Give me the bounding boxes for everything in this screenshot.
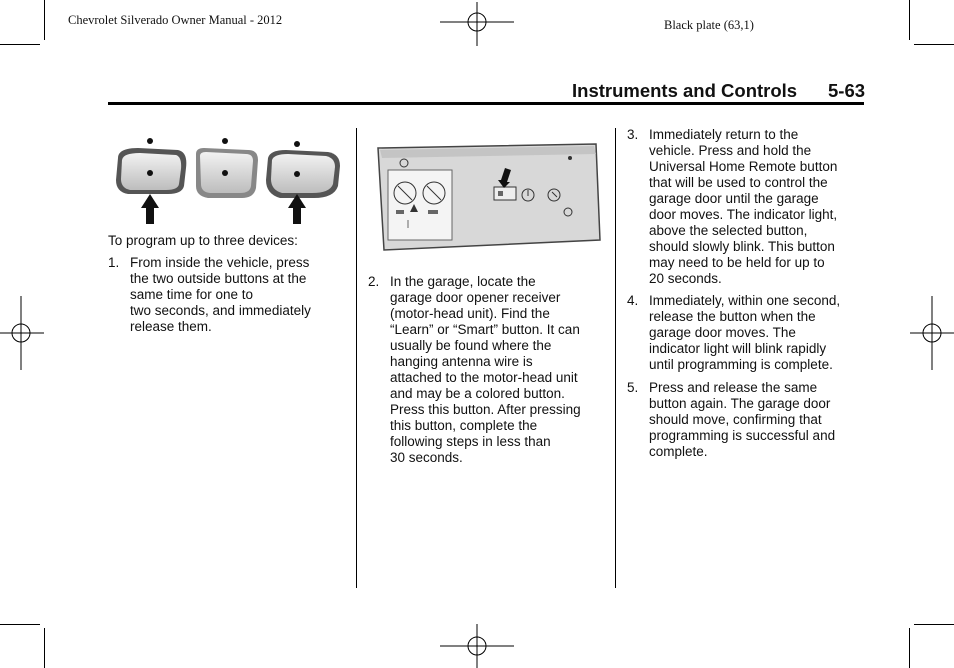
header-rule — [108, 102, 864, 105]
step-line: usually be found where the — [390, 338, 552, 353]
step-line: Immediately return to the — [649, 127, 799, 142]
step-line: 20 seconds. — [649, 271, 722, 286]
step-line: 30 seconds. — [390, 450, 463, 465]
step-line: release them. — [130, 319, 212, 334]
left-button — [116, 148, 186, 194]
step-line: (motor-head unit). Find the — [390, 306, 550, 321]
step-line: button again. The garage door — [649, 396, 831, 411]
remote-buttons-illustration — [108, 128, 344, 228]
registration-mark-right — [910, 296, 954, 370]
step-line: In the garage, locate the — [390, 274, 536, 289]
step-number: 5. — [627, 380, 639, 395]
step-line: two seconds, and immediately — [130, 303, 311, 318]
registration-mark-top — [440, 2, 514, 46]
step-line: Press this button. After pressing — [390, 402, 581, 417]
step-line: Universal Home Remote button — [649, 159, 838, 174]
step-line: garage door opener receiver — [390, 290, 561, 305]
step-line: the two outside buttons at the — [130, 271, 307, 286]
step-line: should slowly blink. This button — [649, 239, 835, 254]
step-line: above the selected button, — [649, 223, 808, 238]
step-line: vehicle. Press and hold the — [649, 143, 812, 158]
step-line: garage door moves. The — [649, 325, 796, 340]
page-number: 5-63 — [828, 80, 866, 101]
registration-mark-bottom — [440, 624, 514, 668]
step-line: “Learn” or “Smart” button. It can — [390, 322, 580, 337]
step-number: 4. — [627, 293, 639, 308]
step-line: and may be a colored button. — [390, 386, 565, 401]
step-line: hanging antenna wire is — [390, 354, 533, 369]
step-line: garage door until the garage — [649, 191, 819, 206]
intro-text: To program up to three devices: — [108, 233, 298, 248]
step-number: 2. — [368, 274, 380, 289]
arrow-icon — [141, 194, 159, 224]
step-line: Immediately, within one second, — [649, 293, 841, 308]
manual-title: Chevrolet Silverado Owner Manual - 2012 — [68, 13, 283, 27]
step-line: same time for one to — [130, 287, 254, 302]
step-line: Press and release the same — [649, 380, 818, 395]
step-line: From inside the vehicle, press — [130, 255, 310, 270]
step-line: release the button when the — [649, 309, 816, 324]
middle-button — [196, 148, 258, 198]
step-line: attached to the motor-head unit — [390, 370, 578, 385]
step-line: door moves. The indicator light, — [649, 207, 838, 222]
section-title: Instruments and Controls — [572, 80, 798, 101]
garage-opener-illustration — [374, 140, 602, 256]
right-button — [266, 150, 340, 198]
step-line: may need to be held for up to — [649, 255, 825, 270]
step-line: should move, confirming that — [649, 412, 822, 427]
step-line: following steps in less than — [390, 434, 551, 449]
step-line: programming is successful and — [649, 428, 836, 443]
step-line: that will be used to control the — [649, 175, 828, 190]
step-line: this button, complete the — [390, 418, 538, 433]
registration-mark-left — [0, 296, 44, 370]
arrow-icon — [288, 194, 306, 224]
step-line: indicator light will blink rapidly — [649, 341, 827, 356]
step-number: 1. — [108, 255, 120, 270]
plate-label: Black plate (63,1) — [664, 18, 754, 32]
step-line: complete. — [649, 444, 708, 459]
step-line: until programming is complete. — [649, 357, 833, 372]
column-divider — [356, 128, 357, 588]
step-number: 3. — [627, 127, 639, 142]
